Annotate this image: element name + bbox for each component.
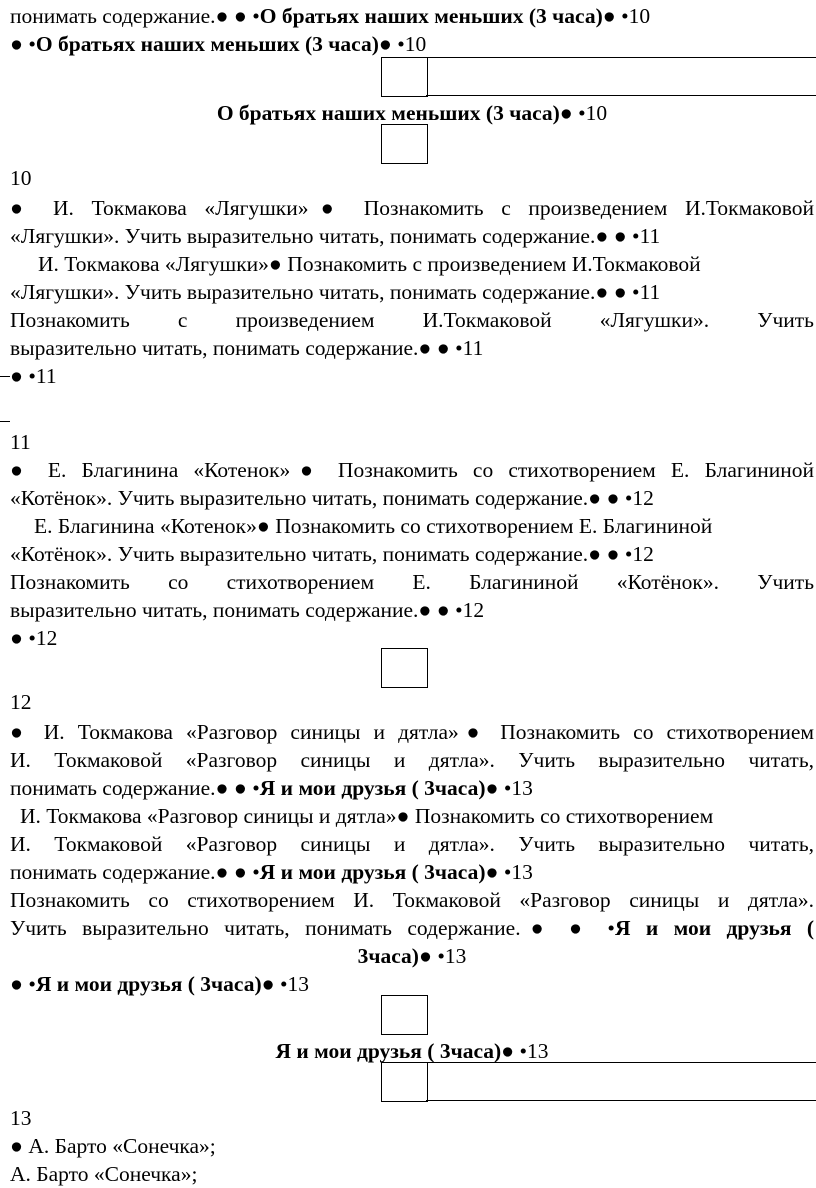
text-line: И. Токмакова «Разговор синицы и дятла»● Познакомить со стихотворением xyxy=(20,804,714,828)
text-line: «Котёнок». Учить выразительно читать, понимать содержание.● ● •12 xyxy=(10,542,654,566)
text-line: И. Токмаковой «Разговор синицы и дятла». Учить выразительно читать, xyxy=(10,748,814,772)
page-number: 11 xyxy=(10,430,31,454)
text-line: Учить выразительно читать, понимать содержание.● ● •Я и мои друзья ( xyxy=(10,916,815,940)
margin-tick xyxy=(0,376,10,377)
text-line: 3часа)● •13 xyxy=(357,944,467,968)
text-line: ● •О братьях наших меньших (3 часа)● •10 xyxy=(10,32,427,56)
text-line: ● Е. Благинина «Котенок»● Познакомить со стихотворением Е. Благининой xyxy=(10,458,814,482)
text-line: Познакомить с произведением И.Токмаковой «Лягушки». Учить xyxy=(10,308,814,332)
text-line: «Лягушки». Учить выразительно читать, понимать содержание.● ● •11 xyxy=(10,280,661,304)
text-line: понимать содержание.● ● •Я и мои друзья ( 3часа)● •13 xyxy=(10,860,533,884)
table-cell-box xyxy=(381,995,428,1035)
section-heading: Я и мои друзья ( 3часа)● •13 xyxy=(275,1039,549,1063)
page-number: 10 xyxy=(10,166,32,190)
text-line: понимать содержание.● ● •О братьях наших меньших (3 часа)● •10 xyxy=(10,4,651,28)
section-heading: О братьях наших меньших (3 часа)● •10 xyxy=(216,101,608,125)
text-line: выразительно читать, понимать содержание.● ● •11 xyxy=(10,336,484,360)
page-number: 12 xyxy=(10,690,32,714)
table-rule xyxy=(426,1100,816,1101)
text-line: ● •Я и мои друзья ( 3часа)● •13 xyxy=(10,972,310,996)
text-line: «Лягушки». Учить выразительно читать, понимать содержание.● ● •11 xyxy=(10,224,661,248)
page-number: 13 xyxy=(10,1106,32,1130)
text-line: «Котёнок». Учить выразительно читать, понимать содержание.● ● •12 xyxy=(10,486,654,510)
text-line: ● А. Барто «Сонечка»; xyxy=(10,1134,216,1158)
table-cell-box xyxy=(381,124,428,164)
text-line: А. Барто «Сонечка»; xyxy=(10,1162,198,1186)
margin-tick xyxy=(0,421,10,422)
text-line: ● И. Токмакова «Лягушки»● Познакомить с произведением И.Токмаковой xyxy=(10,196,814,220)
table-cell-box xyxy=(381,648,428,688)
text-line: выразительно читать, понимать содержание.● ● •12 xyxy=(10,598,485,622)
text-line: И. Токмакова «Лягушки»● Познакомить с произведением И.Токмаковой xyxy=(38,252,701,276)
table-cell-box xyxy=(381,1062,428,1102)
text-line: Познакомить со стихотворением Е. Благининой «Котёнок». Учить xyxy=(10,570,814,594)
text-line: Е. Благинина «Котенок»● Познакомить со стихотворением Е. Благининой xyxy=(34,514,713,538)
text-line: И. Токмаковой «Разговор синицы и дятла». Учить выразительно читать, xyxy=(10,832,814,856)
table-rule xyxy=(426,95,816,96)
table-cell-box xyxy=(381,57,428,97)
text-line: понимать содержание.● ● •Я и мои друзья ( 3часа)● •13 xyxy=(10,776,533,800)
text-line: ● •12 xyxy=(10,626,58,650)
text-line: Познакомить со стихотворением И. Токмаковой «Разговор синицы и дятла». xyxy=(10,888,814,912)
text-line: ● И. Токмакова «Разговор синицы и дятла»● Познакомить со стихотворением xyxy=(10,720,814,744)
text-line: ● •11 xyxy=(10,364,57,388)
